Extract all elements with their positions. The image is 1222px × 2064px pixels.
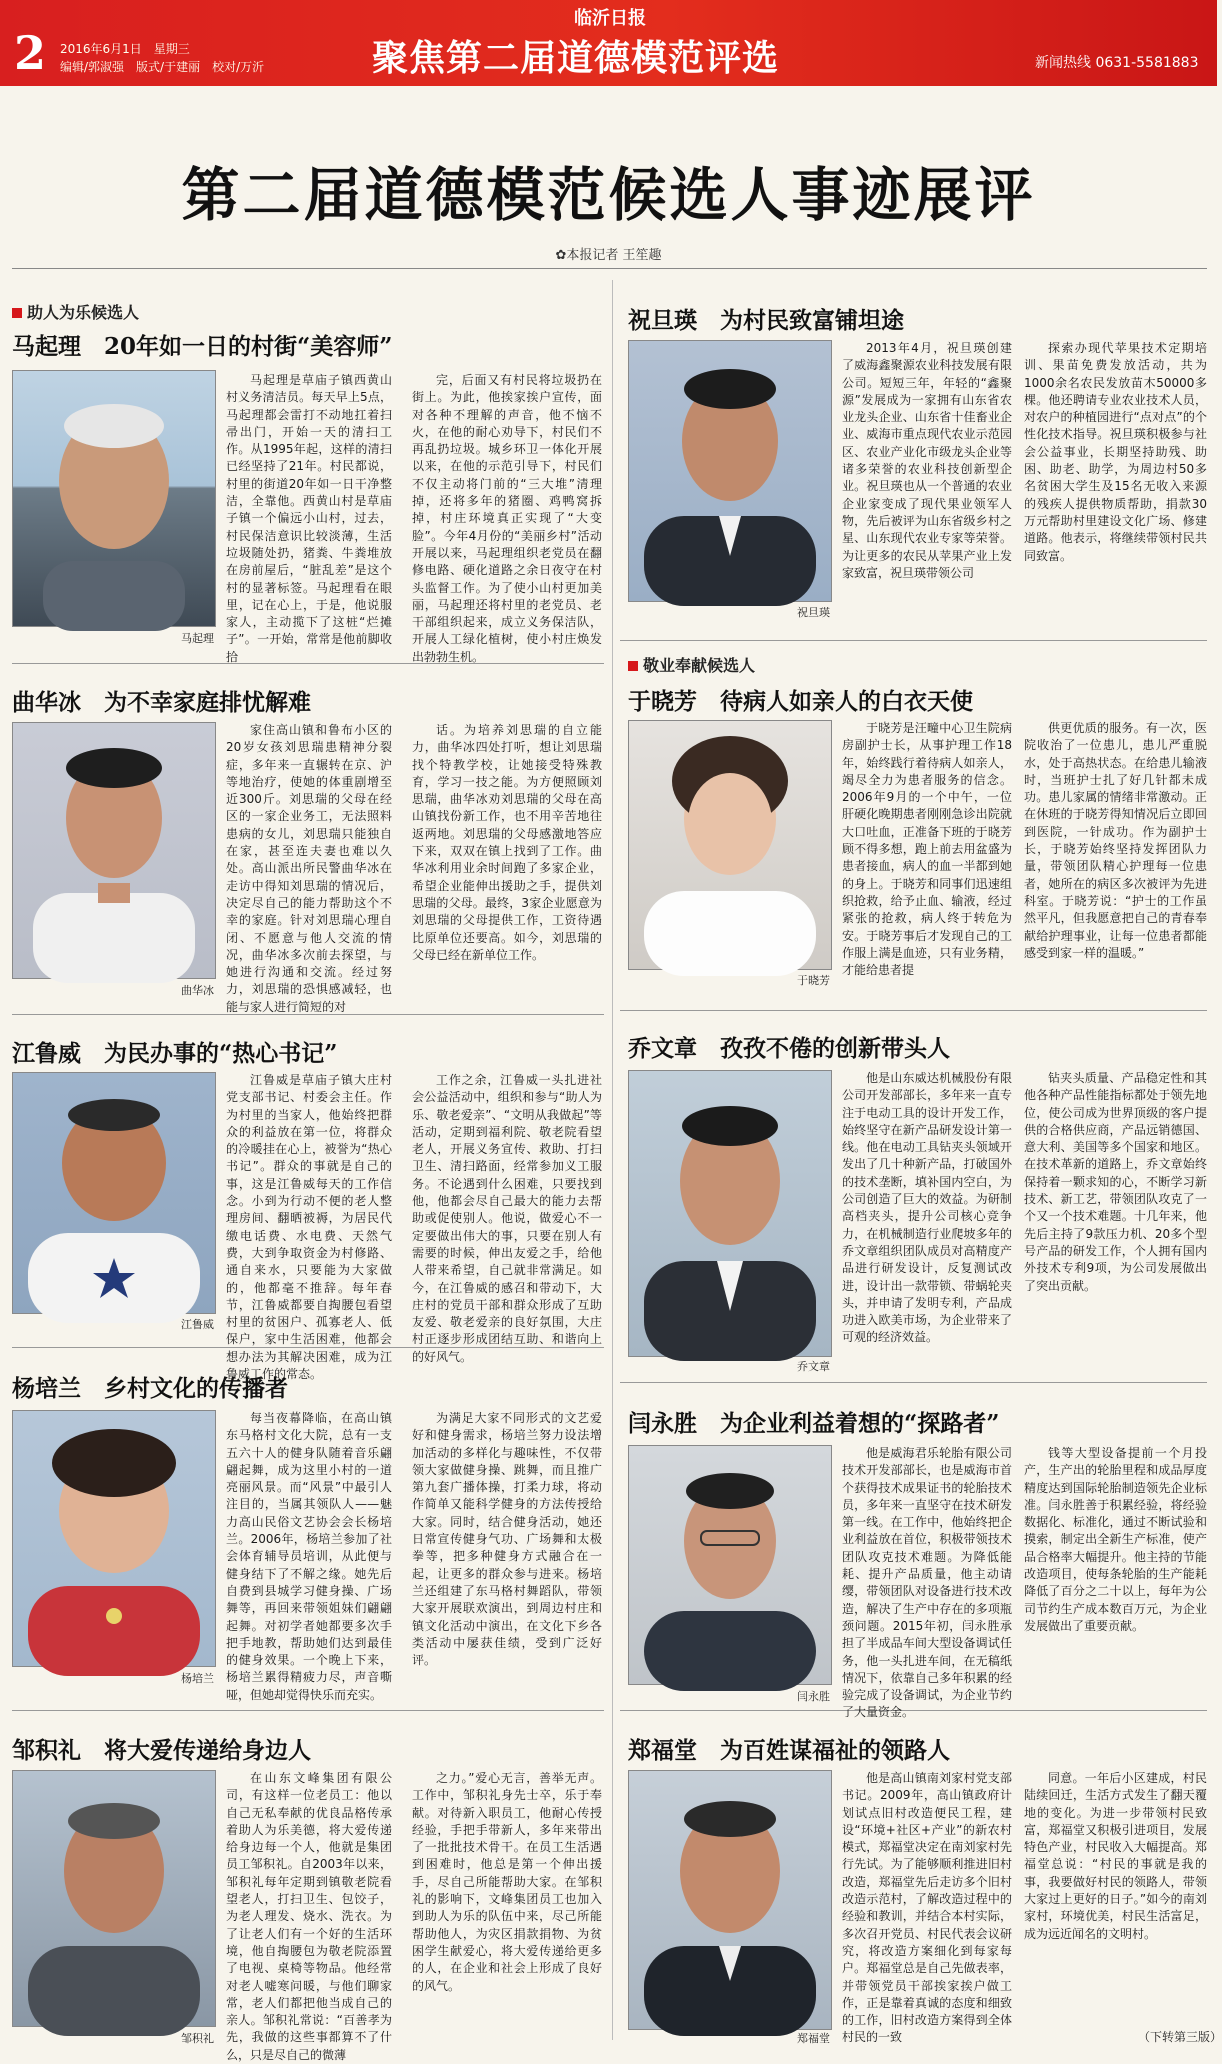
portrait-figure-icon [13,1411,215,1666]
masthead-banner [0,0,1217,86]
portrait-photo [12,1410,216,1667]
date-line: 2016年6月1日 星期三 [60,42,190,56]
article-title: 邹积礼 将大爱传递给身边人 [12,1737,311,1764]
article-body: 工作之余，江鲁威一头扎进社会公益活动中，组织和参与“助人为乐、敬老爱亲”、“文明从我做起”等活动，定期到福利院、敬老院看望老人，开展义务宣传、救助、打扫卫生、清扫路面，经常参加义工服务。不论遇到什么困难，只要找到他，他都会尽自己最大的能力去帮助或促使别人。他说，做爱心不一定要做出伟大的事，只要在别人有需要的时候，伸出友爱之手，给他人带来希望，自己就非常满足。如今，在江鲁威的感召和带动下，大庄村的党员干部和群众形成了互助友爱、敬老爱亲的良好氛围，大庄村正逐步形成团结互助、和谐向上的好风气。 [412,1073,602,1364]
article-separator [620,1382,1207,1383]
portrait-figure-icon [629,1071,831,1356]
photo-caption: 闫永胜 [797,1690,830,1703]
category-dedicated-label: 敬业奉献候选人 [643,656,756,675]
portrait-figure-icon [13,1073,215,1313]
editors-line: 编辑/郭淑强 版式/于建丽 校对/万沂 [60,60,265,74]
photo-caption: 杨培兰 [181,1672,214,1685]
article-title: 闫永胜 为企业利益着想的“探路者” [628,1410,1000,1437]
article-body: 话。为培养刘思瑞的自立能力，曲华冰四处打听，想让刘思瑞找个特教学校，让她接受特殊教育，学习一技之能。为方便照顾刘思瑞，曲华冰劝刘思瑞的父母在高山镇找份新工作，也不用辛苦地往返两地。刘思瑞的父母感激地答应下来，双双在镇上找到了工作。曲华冰利用业余时间跑了多家企业，希望企业能伸出援助之手，提供刘思瑞的父母。最终，3家企业愿意为刘思瑞的父母提供工作，工资待遇比原单位还要高。如今，刘思瑞的父母已经在新单位工作。 [412,723,602,962]
portrait-photo [628,1445,832,1685]
article-body: 2013年4月，祝旦瑛创建了威海鑫聚源农业科技发展有限公司。短短三年，年轻的“鑫聚源”发展成为一家拥有山东省农业龙头企业、山东省十佳畜业企业、威海市重点现代农业示范园区、农业产业化市级龙头企业等诸多荣誉的农业科技创新型企业。祝旦瑛也从一个普通的农业企业家变成了现代果业领军人物，先后被评为山东省级乡村之星、山东现代农业专家等荣誉。为让更多的农民从苹果产业上发家致富，祝旦瑛带领公司 [842,341,1012,580]
article-separator [620,1010,1207,1011]
article-body: 江鲁威是草庙子镇大庄村党支部书记、村委会主任。作为村里的当家人，他始终把群众的利益放在第一位，将群众的冷暖挂在心上，被誉为“热心书记”。群众的事就是自己的事，这是江鲁威每天的工作信念。小到为行动不便的老人整理房间、翻晒被褥，为居民代缴电话费、水电费、天然气费，大到争取资金为村修路、通自来水，只要能为大家做的，他都毫不推辞。每年春节，江鲁威都要自掏腰包看望村里的贫困户、孤寡老人、低保户，家中生活困难，他都会想办法为其解决困难，成为江鲁威工作的常态。 [226,1073,392,1382]
article-body: 每当夜幕降临，在高山镇东马格村文化大院，总有一支五六十人的健身队随着音乐翩翩起舞，成为这里小村的一道亮丽风景。而“风景”中最引人注目的，当属其领队人——魅力高山民俗文艺协会会长杨培兰。2006年，杨培兰参加了社会体育辅导员培训，从此便与健身结下了不解之缘。她先后自费到县城学习健身操、广场舞等，再回来带领姐妹们翩翩起舞。对初学者她都要多次手把手地教，帮助她们达到最佳的健身效果。一个晚上下来，杨培兰累得精疲力尽，声音嘶哑，但她却觉得快乐而充实。 [226,1411,392,1702]
article-title: 曲华冰 为不幸家庭排忧解难 [12,689,311,716]
portrait-photo [12,722,216,979]
article-body: 同意。一年后小区建成，村民陆续回迁，生活方式发生了翻天覆地的变化。为进一步带领村民致富，郑福堂又积极引进项目，发展特色产业，村民收入大幅提高。郑福堂总说：“村民的事就是我的事，我要做好村民的领路人，带领大家过上更好的日子。”如今的南刘家村，环境优美，村民生活富足，成为远近闻名的文明村。 [1024,1771,1207,1941]
portrait-figure-icon [629,1771,831,2029]
byline-text: 本报记者 王笙趣 [566,248,662,263]
category-dedicated [628,653,755,676]
photo-caption: 曲华冰 [181,984,214,997]
article-title: 于晓芳 待病人如亲人的白衣天使 [628,688,973,715]
photo-caption: 祝旦瑛 [797,606,830,619]
continued-note: （下转第三版） [1138,2030,1222,2044]
article-body: 家住高山镇和鲁布小区的20岁女孩刘思瑞患精神分裂症，多年来一直辗转在京、沪等地治疗，使她的体重剧增至近300斤。刘思瑞的父母在经区的一家企业务工，无法照料患病的女儿，刘思瑞只能独自在家，甚至连夫妻也难以久处。高山派出所民警曲华冰在走访中得知刘思瑞的情况后，决定尽自己的能力帮助这个不幸的家庭。针对刘思瑞心理自闭、不愿意与他人交流的情况，曲华冰多次前去探望，与她进行沟通和交流。经过努力，刘思瑞的恐惧感减轻，也能与家人进行简短的对 [226,723,392,1014]
article-separator [620,640,1207,641]
article-body: 之力。”爱心无言，善举无声。工作中，邹积礼身先士卒，乐于奉献。对待新入职员工，他耐心传授经验，手把手带新人，多年来带出了一批批技术骨干。在员工生活遇到困难时，他总是第一个伸出援手，尽自己所能帮助大家。在邹积礼的影响下，文峰集团员工也加入到助人为乐的队伍中来，尽己所能帮助他人，为灾区捐款捐物、为贫困学生献爱心，将大爱传递给更多的人，在企业和社会上形成了良好的风气。 [412,1771,602,1993]
article-body: 他是山东威达机械股份有限公司开发部部长，多年来一直专注于电动工具的设计开发工作，始终坚守在新产品研发设计第一线。他在电动工具钻夹头领域开发出了几十种新产品，打破国外的技术垄断，填补国内空白，为公司创造了巨大的效益。为研制高档夹头，提升公司核心竞争力，在机械制造行业爬坡多年的乔文章组织团队成员对高精度产品进行研发设计，反复测试改进，设计出一款带锁、带蜗轮夹头，并申请了发明专利，产品成功进入欧美市场，为企业带来了可观的经济效益。 [842,1071,1012,1345]
portrait-photo [628,1070,832,1357]
column-divider [612,280,613,2040]
portrait-figure-icon [629,1446,831,1684]
article-body: 供更优质的服务。有一次，医院收治了一位患儿，患儿严重脱水，处于高热状态。在给患儿输液时，当班护士扎了好几针都未成功。患儿家属的情绪非常激动。正在休班的于晓芳得知情况后立即回到医院，一针成功。作为副护士长，于晓芳始终坚持发挥团队力量，带领团队精心护理每一位患者，她所在的病区多次被评为先进科室。于晓芳说：“护士的工作虽然平凡，但我愿意把自己的青春奉献给护理事业，让每一位患者都能感受到家一样的温暖。” [1024,721,1207,960]
byline-mark-icon: ✿ [555,248,567,263]
article-body: 钱等大型设备提前一个月投产，生产出的轮胎里程和成品厚度精度达到国际轮胎制造领先企业标准。闫永胜善于积累经验，将经验数据化、标准化，通过不断试验和摸索，制定出全新生产标准，使产品合格率大幅提升。他主持的节能改造项目，使每条轮胎的生产能耗降低了百分之二十以上，每年为公司节约生产成本数百万元，为企业发展做出了重要贡献。 [1024,1446,1207,1633]
article-title: 祝旦瑛 为村民致富铺坦途 [628,307,904,334]
article-body: 探索办现代苹果技术定期培训、果苗免费发放活动，共为1000余名农民发放苗木50000多棵。他还聘请专业农业技术人员，对农户的种植园进行“点对点”的个性化技术指导。祝旦瑛积极参与社会公益事业，长期坚持助残、助困、助老、助学，为周边村50多名贫困大学生及15名无收入来源的残疾人提供物质帮助，捐款30万元帮助村里建设文化广场、修建道路。他表示，将继续带领村民共同致富。 [1024,341,1207,563]
article-body: 马起理是草庙子镇西黄山村义务清洁员。每天早上5点，马起理都会雷打不动地扛着扫帚出门，开始一天的清扫工作。从1995年起，这样的清扫已经坚持了21年。村民都说，村里的街道20年如一日干净整洁，全靠他。西黄山村是草庙子镇一个偏远小山村，过去，村民保洁意识比较淡薄，生活垃圾随处扔，猪粪、牛粪堆放在房前屋后，“脏乱差”是这个村的显著标签。马起理看在眼里，记在心上，于是，他说服家人，主动揽下了这桩“烂摊子”。一开始，常常是他前脚收拾 [226,373,392,664]
portrait-photo [628,340,832,602]
page-number: 2 [14,26,47,80]
article-body: 钻夹头质量、产品稳定性和其他各种产品性能指标都处于领先地位，使公司成为世界顶级的客户提供的合格供应商，产品远销德国、意大利、美国等多个国家和地区。在技术革新的道路上，乔文章始终保持着一颗求知的心，不断学习新技术、新工艺，带领团队攻克了一个又一个技术难题。十几年来，他先后主持了9款压力机、20多个型号产品的研发工作，个人拥有国内外技术专利9项，为公司发展做出了突出贡献。 [1024,1071,1207,1293]
article-separator [12,1710,604,1711]
article-body: 他是威海君乐轮胎有限公司技术开发部部长，也是威海市首个获得技术成果证书的轮胎技术员，多年来一直坚守在技术研发第一线。在工作中，他始终把企业利益放在首位，积极带领技术团队攻克技术难题。为降低能耗、提升产品质量，他主动请缨，带领团队对设备进行技术改造，解决了生产中存在的多项瓶颈问题。2015年初，闫永胜承担了半成品车间大型设备调试任务，他一头扎进车间，在无稿纸情况下，依靠自己多年积累的经验完成了设备调试，为企业节约了大量资金。 [842,1446,1012,1720]
category-marker-icon [628,661,638,671]
category-helpful [12,300,139,323]
photo-caption: 于晓芳 [797,974,830,987]
portrait-photo [12,370,216,627]
page-headline: 第二届道德模范候选人事迹展评 [181,161,1036,229]
article-title: 江鲁威 为民办事的“热心书记” [12,1040,338,1067]
portrait-figure-icon [13,1771,215,2026]
portrait-figure-icon [13,371,215,626]
article-body: 他是高山镇南刘家村党支部书记。2009年，高山镇政府计划试点旧村改造便民工程，建设“环境+社区+产业”的新农村模式，郑福堂决定在南刘家村先行先试。为了能够顺利推进旧村改造，郑福堂先后走访多个旧村改造示范村，了解改造过程中的经验和教训，并结合本村实际，多次召开党员、村民代表会议研究，将改造方案细化到每家每户。郑福堂总是自己先做表率，并带领党员干部挨家挨户做工作，正是靠着真诚的态度和细致的工作，旧村改造方案得到全体村民的一致 [842,1771,1012,2045]
photo-caption: 邹积礼 [181,2032,214,2045]
photo-caption: 马起理 [181,632,214,645]
photo-caption: 郑福堂 [797,2032,830,2045]
article-title: 乔文章 孜孜不倦的创新带头人 [628,1035,950,1062]
portrait-photo [628,1770,832,2030]
headline-divider [12,268,1207,269]
article-body: 于晓芳是汪疃中心卫生院病房副护士长，从事护理工作18年，始终践行着待病人如亲人，竭尽全力为患者服务的信念。2006年9月的一个中午，一位肝硬化晚期患者刚刚急诊出院就大口吐血，正准备下班的于晓芳顾不得多想，跑上前去用盆盛为患者接血，病人的血一半都到她的身上。于晓芳和同事们迅速组织抢救，给予止血、输液，经过紧张的抢救，病人终于转危为安。于晓芳事后才发现自己的工作服上满是血迹，只有业务精，才能给患者提 [842,721,1012,978]
article-title: 郑福堂 为百姓谋福祉的领路人 [628,1737,950,1764]
portrait-figure-icon [629,341,831,601]
portrait-figure-icon [13,723,215,978]
portrait-photo [12,1072,216,1314]
newspaper-logo: 临沂日报 [574,8,646,29]
article-title: 杨培兰 乡村文化的传播者 [12,1375,288,1402]
article-body: 完，后面又有村民将垃圾扔在街上。为此，他挨家挨户宣传，面对各种不理解的声音，他不恼不火，在他的耐心劝导下，村民们不再乱扔垃圾。城乡环卫一体化开展以来，在他的示范引导下，村民们不仅主动将门前的“三大堆”清理掉，还将多年的猪圈、鸡鸭窝拆掉，村庄环境真正实现了“大变脸”。今年4月份的“美丽乡村”活动开展以来，马起理组织老党员在翻修电路、硬化道路之余日夜守在村头监督工作。为了使小山村更加美丽，马起理还将村里的老党员、老干部组织起来，成立义务保洁队，开展人工绿化植树，使小村庄焕发出勃勃生机。 [412,373,602,664]
category-marker-icon [12,308,22,318]
photo-caption: 乔文章 [797,1360,830,1373]
byline [0,244,1217,263]
photo-caption: 江鲁威 [181,1318,214,1331]
article-body: 为满足大家不同形式的文艺爱好和健身需求，杨培兰努力设法增加活动的多样化与趣味性，不仅带领大家做健身操、跳舞，而且推广第九套广播体操，打柔力球，将动作简单又能科学健身的方法传授给大家。同时，结合健身活动，她还日常宣传健身气功、广场舞和太极拳等，把多种健身方式融合在一起，让更多的群众参与进来。杨培兰还组建了东马格村舞蹈队，带领大家开展联欢演出，到周边村庄和镇文化活动中演出，在文化下乡各类活动中屡获佳绩，受到广泛好评。 [412,1411,602,1668]
news-hotline: 新闻热线 0631-5581883 [1035,55,1199,71]
portrait-figure-icon [629,721,831,969]
article-title: 马起理 20年如一日的村街“美容师” [12,333,393,360]
section-title: 聚焦第二届道德模范评选 [372,38,780,79]
portrait-photo [12,1770,216,2027]
category-helpful-label: 助人为乐候选人 [27,303,140,322]
portrait-photo [628,720,832,970]
article-separator [12,663,604,664]
article-body: 在山东文峰集团有限公司，有这样一位老员工：他以自己无私奉献的优良品格传承着助人为乐美德，将大爱传递给身边每一个人，他就是集团员工邹积礼。自2003年以来，邹积礼每年定期到镇敬老院看望老人，打扫卫生、包饺子，为老人理发、烧水、洗衣。为了让老人们有一个好的生活环境，他自掏腰包为敬老院添置了电视、桌椅等物品。他经常对老人嘘寒问暖，与他们聊家常，老人们都把他当成自己的亲人。邹积礼常说：“百善孝为先，我做的这些事都算不了什么，只是尽自己的微薄 [226,1771,392,2062]
